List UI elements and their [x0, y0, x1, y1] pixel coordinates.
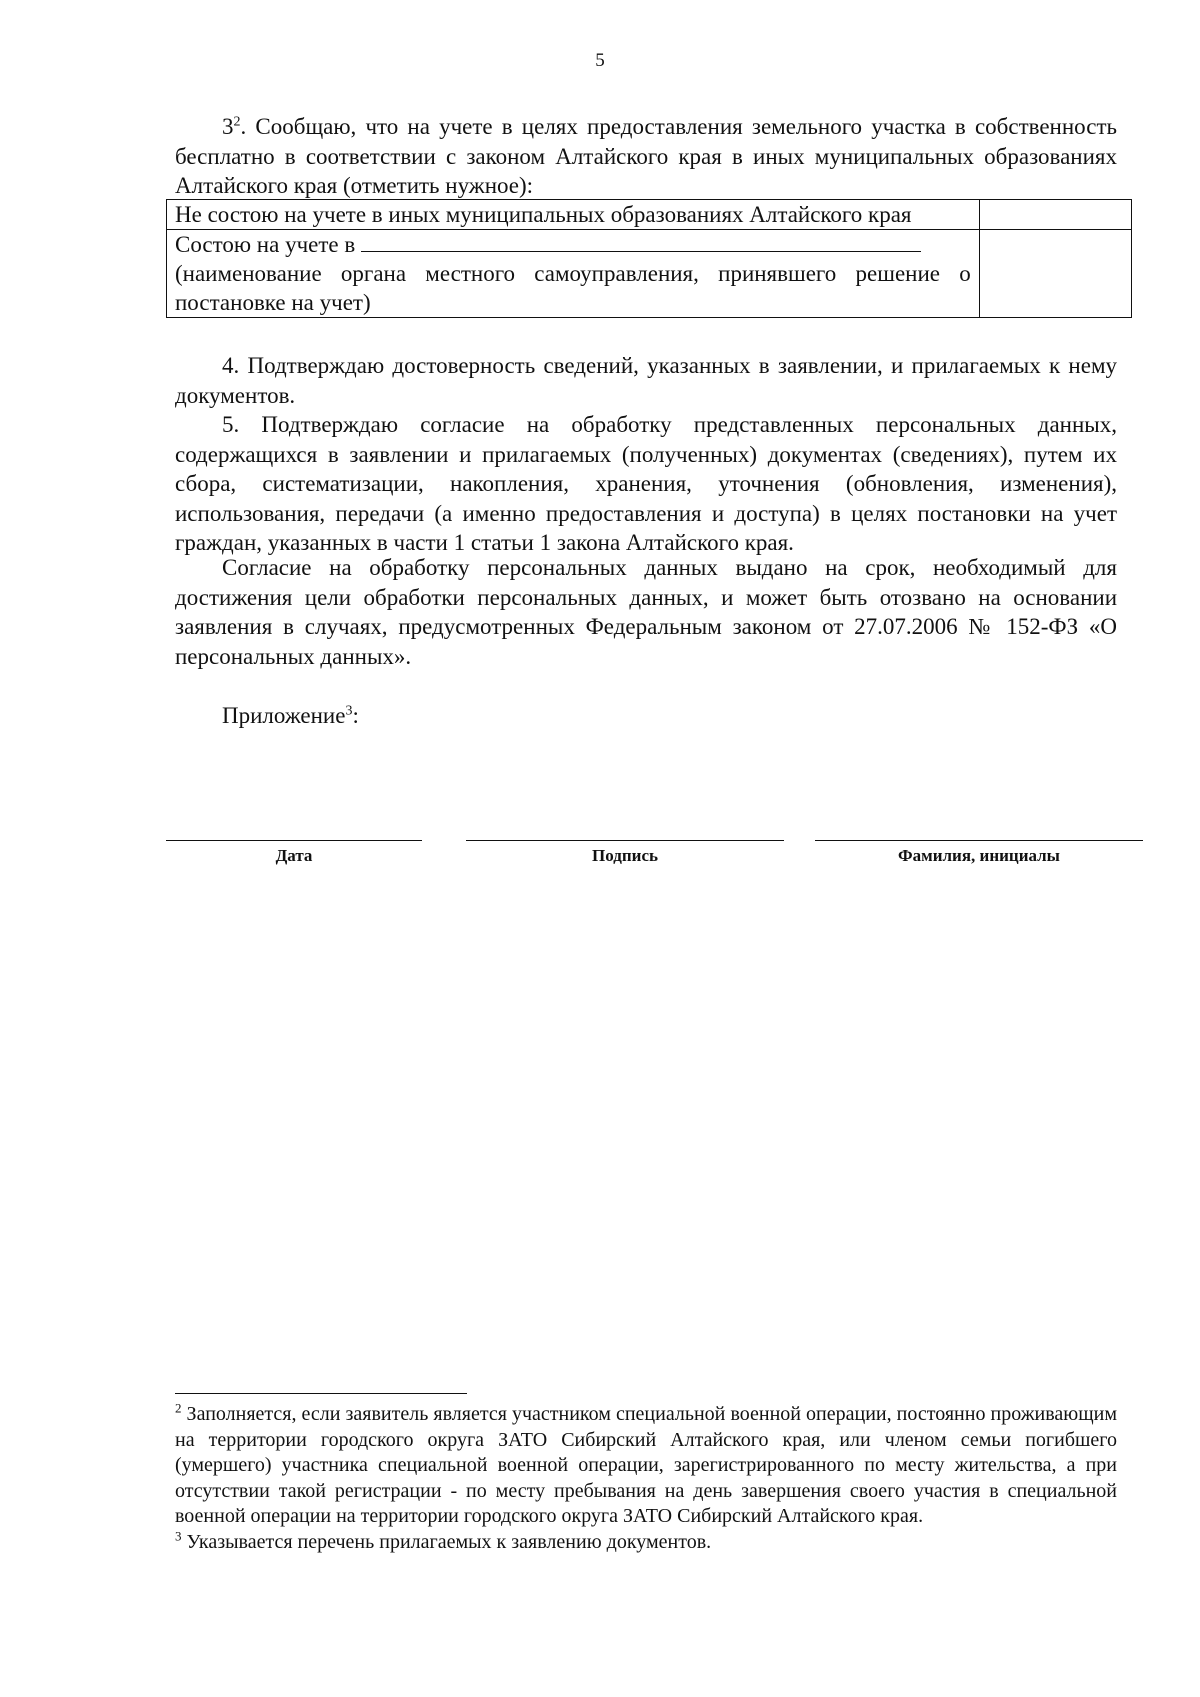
table-row-not-registered — [167, 200, 1132, 230]
authority-name-field[interactable] — [361, 231, 921, 252]
footnotes — [175, 1402, 1117, 1556]
registration-choice-table — [166, 199, 1132, 318]
name-line[interactable] — [815, 840, 1143, 841]
not-registered-checkbox[interactable] — [979, 200, 1131, 230]
consent-paragraph-wrap — [175, 553, 1117, 671]
footnote-3 — [175, 1530, 1117, 1556]
table-row-registered — [167, 230, 1132, 318]
date-line[interactable] — [166, 840, 422, 841]
registered-cell — [167, 230, 980, 318]
item-3-paragraph — [175, 112, 1117, 201]
page-number: 5 — [595, 50, 605, 71]
attachment-colon: : — [352, 703, 359, 728]
footnote-2-text: Заполняется, если заявитель является участником специальной военной операции, постоянно проживающим на территории городского округа ЗАТО Сибирский Алтайского края, или членом семьи погибшего (умершего) участника специальной военной операции, зарегистрированного по месту жительства, а при отсутствии такой регистрации - по месту пребывания на день завершения своего участия в специальной военной операции на территории городского округа ЗАТО Сибирский Алтайского края. — [175, 1403, 1117, 1528]
attachment-footnote-ref: 3 — [345, 703, 353, 719]
footnote-divider — [175, 1393, 467, 1394]
date-caption: Дата — [275, 846, 313, 865]
signature-caption: Подпись — [592, 846, 658, 865]
item-5-paragraph: 5. Подтверждаю согласие на обработку представленных персональных данных, содержащихся в заявлении и прилагаемых (полученных) документах (сведениях), путем их сбора, систематизации, накопления, хранения, уточнения (обновления, изменения), использования, передачи (а именно предоставления и доступа) в целях постановки на учет граждан, указанных в части 1 статьи 1 закона Алтайского края. — [175, 412, 1117, 555]
item-4-paragraph: 4. Подтверждаю достоверность сведений, указанных в заявлении, и прилагаемых к нему документов. — [175, 353, 1117, 408]
attachment-label: Приложение — [222, 703, 346, 728]
registered-checkbox[interactable] — [979, 230, 1131, 318]
not-registered-label: Не состою на учете в иных муниципальных образованиях Алтайского края — [167, 200, 980, 230]
item-3-number: 3 — [222, 114, 234, 139]
registered-label: Состою на учете в — [175, 232, 361, 257]
attachment-wrap — [175, 701, 1117, 731]
footnote-2 — [175, 1402, 1117, 1530]
item-3-text: . Сообщаю, что на учете в целях предоставления земельного участка в собственность бесплатно в соответствии с законом Алтайского края в иных муниципальных образованиях Алтайского края (отметить нужное): — [175, 114, 1117, 198]
authority-name-hint: (наименование органа местного самоуправления, принявшего решение о постановке на учет) — [175, 261, 971, 315]
item-3-footnote-ref: 2 — [233, 114, 241, 130]
footnote-2-number: 2 — [175, 1400, 182, 1416]
footnote-3-number: 3 — [175, 1528, 182, 1544]
signature-line[interactable] — [466, 840, 784, 841]
footnote-3-text: Указывается перечень прилагаемых к заявлению документов. — [181, 1530, 712, 1553]
name-caption: Фамилия, инициалы — [898, 846, 1060, 865]
consent-paragraph: Согласие на обработку персональных данных выдано на срок, необходимый для достижения цели обработки персональных данных, и может быть отозвано на основании заявления в случаях, предусмотренных Федеральным законом от 27.07.2006 № 152-ФЗ «О персональных данных». — [175, 555, 1117, 669]
items-4-5 — [175, 351, 1117, 558]
